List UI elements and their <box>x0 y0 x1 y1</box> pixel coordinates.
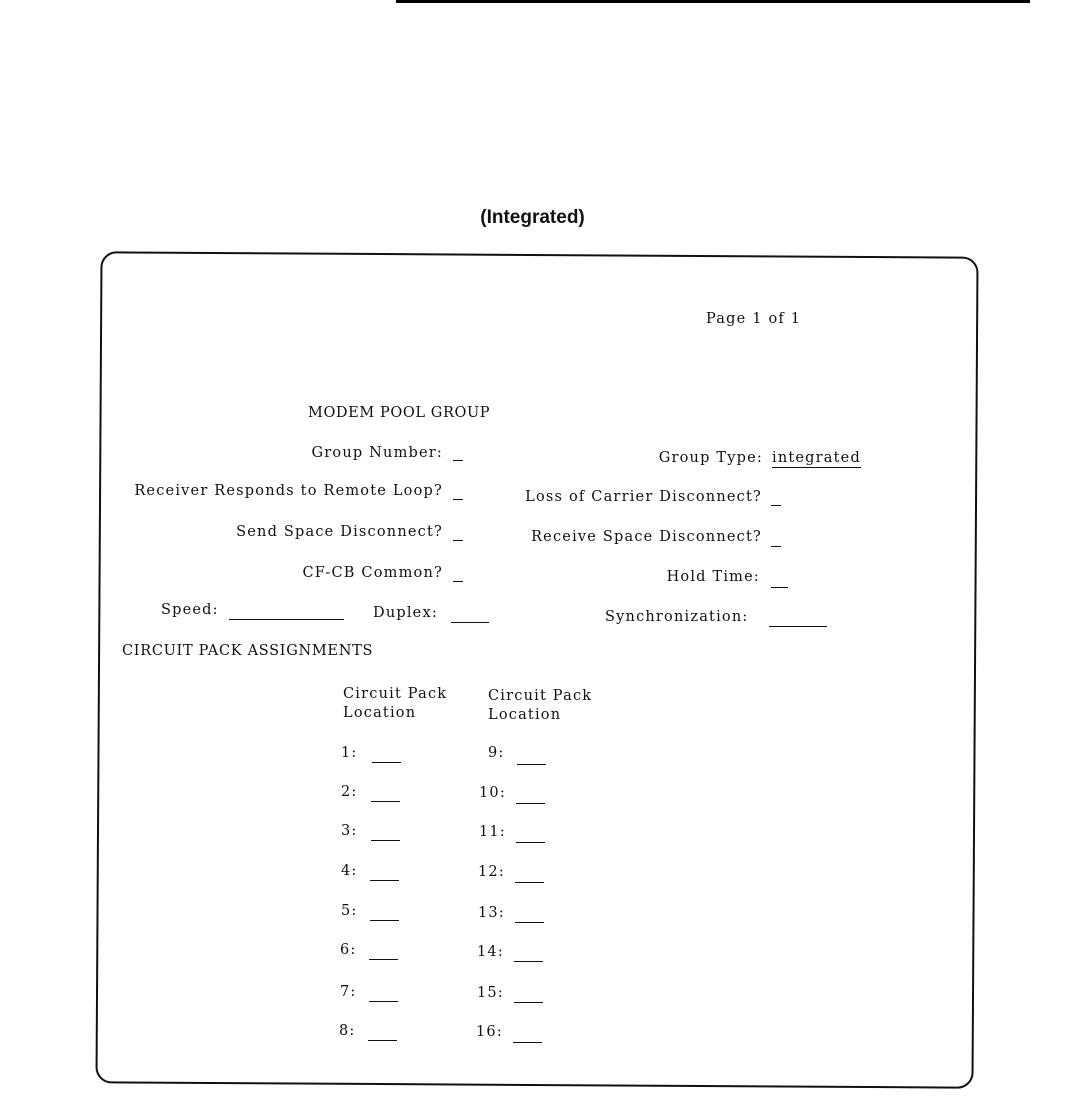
form-title: MODEM POOL GROUP <box>308 405 491 421</box>
receive-space-label: Receive Space Disconnect? <box>531 529 762 545</box>
send-space-field[interactable] <box>453 540 463 541</box>
slot-label: 14: <box>477 944 504 960</box>
page-indicator: Page 1 of 1 <box>706 311 802 327</box>
cf-cb-common-label: CF-CB Common? <box>302 565 443 581</box>
top-rule <box>396 0 1030 3</box>
receiver-responds-label: Receiver Responds to Remote Loop? <box>134 483 443 499</box>
slot-field[interactable] <box>515 922 544 923</box>
slot-label: 4: <box>341 863 358 879</box>
slot-label: 5: <box>341 903 358 919</box>
group-type-field[interactable]: integrated <box>772 450 861 466</box>
slot-label: 8: <box>339 1023 356 1039</box>
circuit-pack-assignments-title: CIRCUIT PACK ASSIGNMENTS <box>122 643 374 659</box>
slot-label: 11: <box>479 824 506 840</box>
duplex-field[interactable] <box>451 622 489 623</box>
slot-field[interactable] <box>517 764 546 765</box>
column-header-left <box>343 685 447 723</box>
group-number-field[interactable] <box>453 460 463 461</box>
slot-label: 15: <box>477 985 504 1001</box>
slot-field[interactable] <box>516 803 545 804</box>
speed-field[interactable] <box>229 619 344 620</box>
speed-label: Speed: <box>161 602 219 618</box>
slot-field[interactable] <box>370 920 399 921</box>
slot-label: 1: <box>341 745 358 761</box>
send-space-label: Send Space Disconnect? <box>236 524 443 540</box>
column-header-right-line1: Circuit Pack <box>488 688 593 704</box>
slot-label: 12: <box>478 864 505 880</box>
slot-field[interactable] <box>514 961 543 962</box>
slot-label: 7: <box>340 984 357 1000</box>
slot-field[interactable] <box>371 801 400 802</box>
slot-label: 2: <box>341 784 358 800</box>
column-header-right <box>488 687 592 725</box>
slot-field[interactable] <box>368 1040 397 1041</box>
cf-cb-common-field[interactable] <box>453 581 463 582</box>
column-header-left-line2: Location <box>343 705 417 721</box>
terminal-screen-form <box>95 251 978 1088</box>
hold-time-field[interactable] <box>771 587 788 588</box>
synchronization-field[interactable] <box>769 626 827 627</box>
duplex-label: Duplex: <box>373 605 438 621</box>
slot-field[interactable] <box>369 1001 398 1002</box>
loss-of-carrier-label: Loss of Carrier Disconnect? <box>525 489 762 505</box>
slot-label: 3: <box>341 823 358 839</box>
hold-time-label: Hold Time: <box>666 569 760 585</box>
group-type-label: Group Type: <box>658 450 763 466</box>
slot-field[interactable] <box>515 882 544 883</box>
column-header-left-line1: Circuit Pack <box>343 686 448 702</box>
slot-label: 16: <box>476 1024 503 1040</box>
slot-field[interactable] <box>514 1002 543 1003</box>
slot-field[interactable] <box>513 1042 542 1043</box>
slot-label: 9: <box>488 745 505 761</box>
slot-label: 6: <box>340 942 357 958</box>
receiver-responds-field[interactable] <box>453 499 463 500</box>
slot-field[interactable] <box>372 762 401 763</box>
figure-caption: (Integrated) <box>480 207 585 228</box>
group-number-label: Group Number: <box>311 445 443 461</box>
slot-label: 10: <box>479 785 506 801</box>
loss-of-carrier-field[interactable] <box>771 505 781 506</box>
column-header-right-line2: Location <box>488 707 562 723</box>
slot-field[interactable] <box>371 840 400 841</box>
slot-field[interactable] <box>369 959 398 960</box>
slot-field[interactable] <box>370 880 399 881</box>
slot-label: 13: <box>478 905 505 921</box>
receive-space-field[interactable] <box>771 546 781 547</box>
synchronization-label: Synchronization: <box>605 609 749 625</box>
slot-field[interactable] <box>516 842 545 843</box>
